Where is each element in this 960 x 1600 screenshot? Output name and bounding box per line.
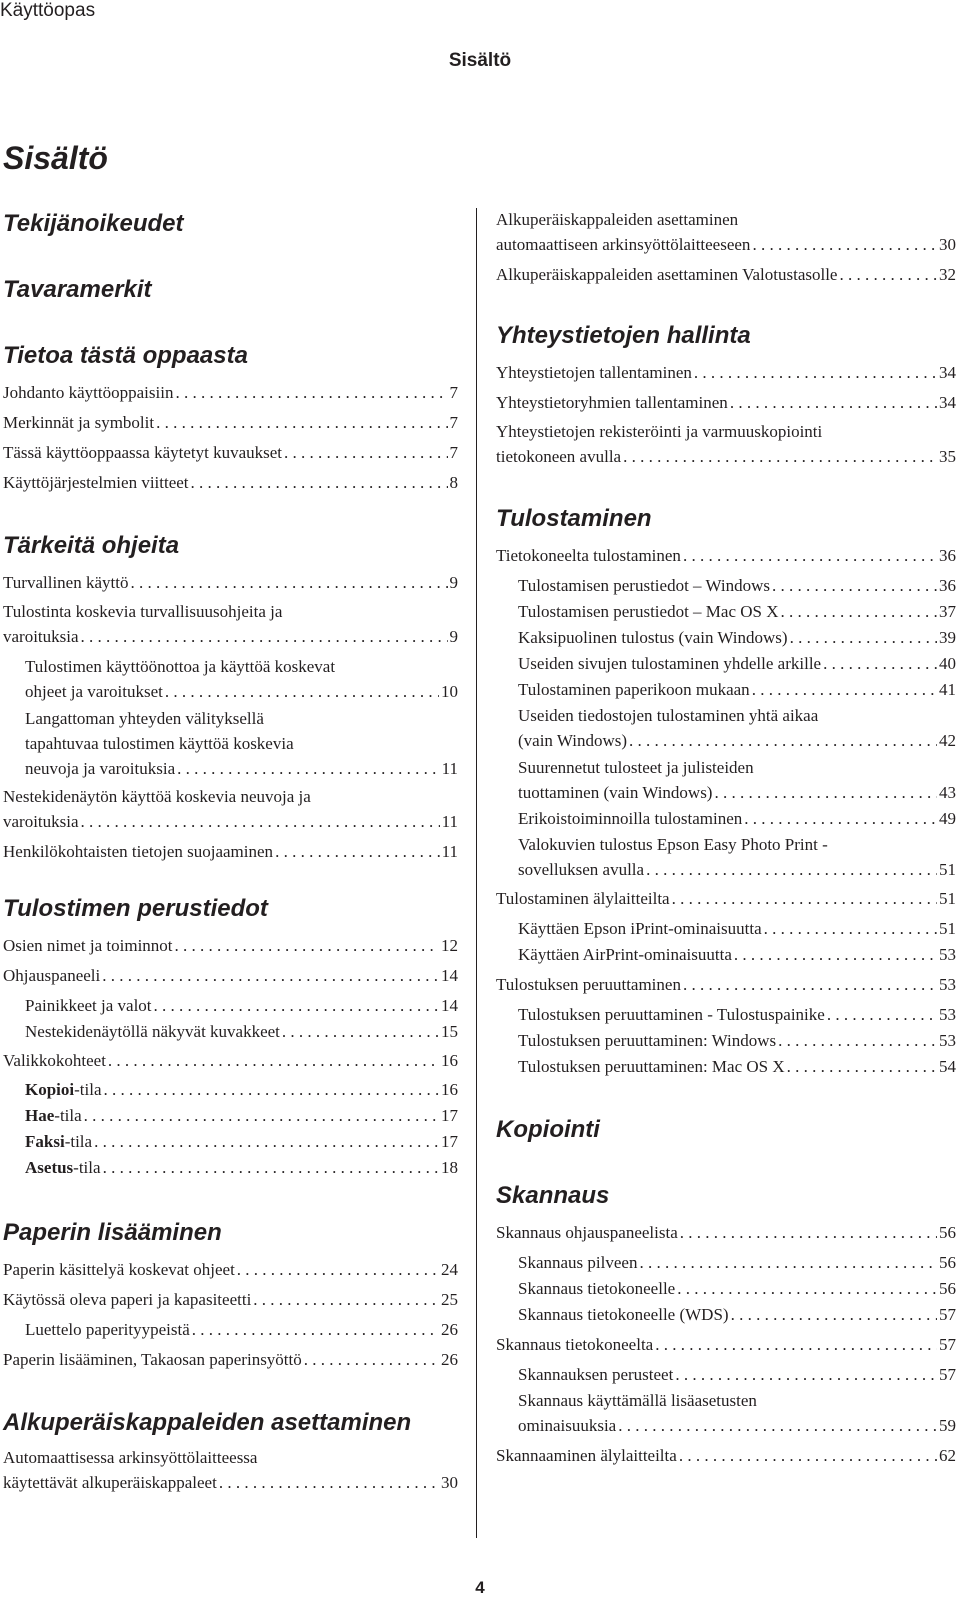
- toc-entry-page: 34: [939, 393, 956, 412]
- toc-entry[interactable]: [518, 780, 956, 806]
- toc-entry[interactable]: [496, 444, 956, 470]
- mode-name: Faksi: [25, 1132, 65, 1151]
- toc-heading-contacts[interactable]: Yhteystietojen hallinta: [496, 322, 751, 349]
- toc-entry-page: 26: [441, 1320, 458, 1339]
- mode-name: Hae: [25, 1106, 55, 1125]
- toc-entry-title: Skannaaminen älylaitteilta: [496, 1446, 677, 1465]
- toc-entry-page: 56: [939, 1253, 956, 1272]
- dot-leader: [102, 963, 439, 989]
- toc-entry-title: Tässä käyttöoppaassa käytetyt kuvaukset: [3, 443, 283, 462]
- toc-heading-printing[interactable]: Tulostaminen: [496, 505, 652, 532]
- dot-leader: [177, 756, 440, 782]
- toc-entry-title: Tulostuksen peruuttaminen - Tulostuspainike: [518, 1005, 825, 1024]
- toc-entry[interactable]: [25, 1317, 458, 1343]
- toc-entry-title: Useiden sivujen tulostaminen yhdelle arkille: [518, 654, 822, 673]
- toc-entry-title-line[interactable]: Nestekidenäytön käyttöä koskevia neuvoja ja: [3, 787, 311, 806]
- toc-entry-title: tietokoneen avulla: [496, 447, 622, 466]
- toc-entry-page: 17: [441, 1106, 458, 1125]
- toc-entry-page: 14: [441, 966, 458, 985]
- dot-leader: [752, 677, 937, 703]
- toc-entry-title: (vain Windows): [518, 731, 628, 750]
- toc-entry-title: [25, 1103, 82, 1129]
- toc-entry-title-line[interactable]: Tulostinta koskevia turvallisuusohjeita ja: [3, 602, 283, 621]
- toc-entry-title: varoituksia: [3, 812, 79, 831]
- dot-leader: [108, 1048, 439, 1074]
- toc-entry-title: tuottaminen (vain Windows): [518, 783, 713, 802]
- dot-leader: [253, 1287, 439, 1313]
- toc-entry-title: Tulostaminen älylaitteilta: [496, 889, 670, 908]
- toc-entry[interactable]: [518, 1002, 956, 1028]
- toc-entry[interactable]: [3, 570, 458, 596]
- toc-entry-page: 7: [449, 413, 458, 432]
- toc-entry[interactable]: [496, 360, 956, 386]
- toc-entry-page: 43: [939, 783, 956, 802]
- dot-leader: [165, 679, 439, 705]
- mode-suffix: -tila: [64, 1132, 93, 1151]
- toc-entry-page: 62: [939, 1446, 956, 1465]
- toc-entry[interactable]: [496, 972, 956, 998]
- toc-entry-page: 35: [939, 447, 956, 466]
- toc-entry-title-line[interactable]: tapahtuvaa tulostimen käyttöä koskevia: [25, 734, 294, 753]
- toc-entry[interactable]: [518, 1413, 956, 1439]
- toc-entry-page: 25: [441, 1290, 458, 1309]
- toc-entry-title: Paperin lisääminen, Takaosan paperinsyöttö: [3, 1350, 302, 1369]
- toc-entry[interactable]: [518, 1028, 956, 1054]
- dot-leader: [175, 933, 439, 959]
- toc-entry-title: Ohjauspaneeli: [3, 966, 101, 985]
- dot-leader: [219, 1470, 439, 1496]
- dot-leader: [790, 625, 937, 651]
- dot-leader: [81, 624, 448, 650]
- toc-entry-page: 39: [939, 628, 956, 647]
- toc-entry-title: ominaisuuksia: [518, 1416, 617, 1435]
- toc-entry-title: Tulostuksen peruuttaminen: Windows: [518, 1031, 777, 1050]
- dot-leader: [84, 1103, 439, 1129]
- toc-entry-page: 36: [939, 576, 956, 595]
- dot-leader: [629, 728, 937, 754]
- toc-entry[interactable]: [518, 1302, 956, 1328]
- dot-leader: [175, 380, 447, 406]
- toc-entry-title: Valikkokohteet: [3, 1051, 106, 1070]
- toc-entry-page: 59: [939, 1416, 956, 1435]
- toc-entry-title: Skannaus pilveen: [518, 1253, 638, 1272]
- toc-entry-title: varoituksia: [3, 627, 79, 646]
- dot-leader: [237, 1257, 439, 1283]
- toc-entry-page: 57: [939, 1365, 956, 1384]
- toc-entry-title: Skannaus tietokoneelle: [518, 1279, 676, 1298]
- toc-entry-title: Tulostamisen perustiedot – Windows: [518, 576, 770, 595]
- toc-entry[interactable]: [25, 1129, 458, 1155]
- toc-entry-page: 42: [939, 731, 956, 750]
- toc-entry[interactable]: [3, 933, 458, 959]
- toc-heading-copying[interactable]: Kopiointi: [496, 1116, 600, 1143]
- dot-leader: [282, 1019, 439, 1045]
- toc-entry[interactable]: [3, 470, 458, 496]
- toc-entry-title: Osien nimet ja toiminnot: [3, 936, 173, 955]
- dot-leader: [683, 543, 937, 569]
- toc-entry[interactable]: [518, 573, 956, 599]
- toc-entry-page: 16: [441, 1051, 458, 1070]
- toc-entry-page: 56: [939, 1223, 956, 1242]
- toc-entry-page: 9: [449, 573, 458, 592]
- toc-entry-title-line[interactable]: Alkuperäiskappaleiden asettaminen: [496, 210, 739, 229]
- dot-leader: [639, 1250, 937, 1276]
- dot-leader: [646, 857, 937, 883]
- toc-entry-page: 51: [939, 889, 956, 908]
- toc-entry[interactable]: [496, 390, 956, 416]
- toc-entry-title: Tietokoneelta tulostaminen: [496, 546, 681, 565]
- toc-entry-page: 32: [939, 265, 956, 284]
- toc-entry-page: 30: [939, 235, 956, 254]
- dot-leader: [778, 1028, 937, 1054]
- toc-entry-title: ohjeet ja varoitukset: [25, 682, 163, 701]
- toc-entry-page: 16: [441, 1080, 458, 1099]
- toc-entry[interactable]: [3, 410, 458, 436]
- running-header-manual-name: Käyttöopas: [0, 0, 96, 21]
- toc-entry-page: 7: [449, 383, 458, 402]
- toc-entry[interactable]: [496, 232, 956, 258]
- toc-entry[interactable]: [3, 1470, 458, 1496]
- mode-suffix: -tila: [74, 1080, 102, 1099]
- toc-entry-page: 7: [449, 443, 458, 462]
- dot-leader: [787, 1054, 937, 1080]
- toc-entry-page: 9: [449, 627, 458, 646]
- toc-entry[interactable]: [518, 651, 956, 677]
- toc-entry-title-line[interactable]: Langattoman yhteyden välityksellä: [25, 709, 264, 728]
- toc-entry[interactable]: [496, 1332, 956, 1358]
- dot-leader: [623, 444, 937, 470]
- toc-entry-title: Käyttöjärjestelmien viitteet: [3, 473, 189, 492]
- toc-entry-title-line[interactable]: Yhteystietojen rekisteröinti ja varmuuskopiointi: [496, 422, 823, 441]
- dot-leader: [781, 599, 937, 625]
- toc-entry-title: [25, 1077, 102, 1103]
- toc-entry-page: 54: [939, 1057, 956, 1076]
- toc-entry-page: 12: [441, 936, 458, 955]
- toc-entry-title-line[interactable]: Useiden tiedostojen tulostaminen yhtä aikaa: [518, 706, 819, 725]
- toc-entry-page: 18: [441, 1158, 458, 1177]
- toc-entry-page: 34: [939, 363, 956, 382]
- toc-entry-title: Erikoistoiminnoilla tulostaminen: [518, 809, 743, 828]
- toc-entry-page: 30: [441, 1473, 458, 1492]
- toc-entry-page: 40: [939, 654, 956, 673]
- toc-entry-page: 10: [441, 682, 458, 701]
- dot-leader: [156, 410, 447, 436]
- toc-entry-title: [25, 1155, 101, 1181]
- toc-entry-page: 8: [449, 473, 458, 492]
- toc-entry-title: Alkuperäiskappaleiden asettaminen Valotustasolle: [496, 265, 838, 284]
- toc-entry-title: Turvallinen käyttö: [3, 573, 129, 592]
- column-divider: [476, 208, 477, 1538]
- dot-leader: [675, 1362, 937, 1388]
- dot-leader: [734, 942, 937, 968]
- dot-leader: [839, 262, 937, 288]
- toc-entry[interactable]: [518, 942, 956, 968]
- toc-entry-title: Skannaus tietokoneelle (WDS): [518, 1305, 729, 1324]
- toc-entry-title: käytettävät alkuperäiskappaleet: [3, 1473, 217, 1492]
- toc-entry-title: sovelluksen avulla: [518, 860, 645, 879]
- toc-entry[interactable]: [25, 1077, 458, 1103]
- toc-entry-title-line[interactable]: Valokuvien tulostus Epson Easy Photo Print -: [518, 835, 828, 854]
- toc-entry-page: 11: [441, 759, 458, 778]
- toc-entry-page: 51: [939, 860, 956, 879]
- toc-heading-scanning[interactable]: Skannaus: [496, 1182, 610, 1209]
- toc-entry-title-line[interactable]: Automaattisessa arkinsyöttölaitteessa: [3, 1448, 258, 1467]
- toc-entry-title: Johdanto käyttöoppaisiin: [3, 383, 174, 402]
- dot-leader: [192, 1317, 439, 1343]
- dot-leader: [304, 1347, 439, 1373]
- running-header-section: Sisältö: [448, 50, 512, 71]
- toc-entry-title: Tulostaminen paperikoon mukaan: [518, 680, 750, 699]
- toc-entry[interactable]: [25, 1155, 458, 1181]
- toc-heading-printer-basics[interactable]: Tulostimen perustiedot: [3, 895, 268, 922]
- mode-suffix: -tila: [73, 1158, 101, 1177]
- toc-entry[interactable]: [518, 1250, 956, 1276]
- dot-leader: [103, 1155, 439, 1181]
- toc-heading-loading-paper[interactable]: Paperin lisääminen: [3, 1219, 222, 1246]
- dot-leader: [744, 806, 937, 832]
- toc-entry-title: Yhteystietojen tallentaminen: [496, 363, 692, 382]
- toc-entry-page: 24: [441, 1260, 458, 1279]
- dot-leader: [764, 916, 937, 942]
- toc-entry-page: 26: [441, 1350, 458, 1369]
- toc-entry-title: Skannaus ohjauspaneelista: [496, 1223, 678, 1242]
- dot-leader: [731, 1302, 937, 1328]
- toc-entry-page: 53: [939, 1031, 956, 1050]
- toc-entry[interactable]: [518, 916, 956, 942]
- toc-entry[interactable]: [518, 677, 956, 703]
- toc-entry-page: 56: [939, 1279, 956, 1298]
- toc-entry[interactable]: [518, 1054, 956, 1080]
- toc-entry-page: 53: [939, 1005, 956, 1024]
- toc-entry-title: Luettelo paperityypeistä: [25, 1320, 190, 1339]
- toc-entry[interactable]: [3, 963, 458, 989]
- toc-entry-title: Yhteystietoryhmien tallentaminen: [496, 393, 728, 412]
- toc-entry[interactable]: [496, 543, 956, 569]
- toc-entry-title: Käytössä oleva paperi ja kapasiteetti: [3, 1290, 252, 1309]
- dot-leader: [618, 1413, 937, 1439]
- dot-leader: [104, 1077, 439, 1103]
- dot-leader: [284, 440, 447, 466]
- page-title: Sisältö: [3, 140, 108, 176]
- dot-leader: [677, 1276, 937, 1302]
- toc-entry-title: Nestekidenäytöllä näkyvät kuvakkeet: [25, 1022, 280, 1041]
- dot-leader: [752, 232, 937, 258]
- toc-entry-page: 36: [939, 546, 956, 565]
- toc-entry[interactable]: [496, 262, 956, 288]
- toc-entry-page: 49: [939, 809, 956, 828]
- toc-entry-page: 57: [939, 1335, 956, 1354]
- toc-entry-title: Skannaus tietokoneelta: [496, 1335, 654, 1354]
- dot-leader: [772, 573, 937, 599]
- toc-entry[interactable]: [496, 1443, 956, 1469]
- toc-entry[interactable]: [3, 440, 458, 466]
- toc-entry-title: Skannauksen perusteet: [518, 1365, 674, 1384]
- mode-name: Asetus: [25, 1158, 74, 1177]
- toc-entry-page: 17: [441, 1132, 458, 1151]
- dot-leader: [191, 470, 448, 496]
- toc-entry[interactable]: [3, 1257, 458, 1283]
- dot-leader: [823, 651, 937, 677]
- toc-entry-title: Tulostuksen peruuttaminen: Mac OS X: [518, 1057, 785, 1076]
- dot-leader: [679, 1443, 937, 1469]
- mode-name: Kopioi: [25, 1080, 75, 1099]
- toc-entry-page: 53: [939, 975, 956, 994]
- toc-entry[interactable]: [518, 599, 956, 625]
- toc-entry-title-line[interactable]: Skannaus käyttämällä lisäasetusten: [518, 1391, 757, 1410]
- toc-entry-title-line[interactable]: Suurennetut tulosteet ja julisteiden: [518, 758, 754, 777]
- toc-entry-title: Henkilökohtaisten tietojen suojaaminen: [3, 842, 274, 861]
- toc-entry[interactable]: [496, 1220, 956, 1246]
- dot-leader: [680, 1220, 937, 1246]
- mode-suffix: -tila: [54, 1106, 82, 1125]
- toc-heading-important[interactable]: Tärkeitä ohjeita: [3, 532, 180, 559]
- toc-entry-title: Painikkeet ja valot: [25, 996, 152, 1015]
- toc-entry-title: Käyttäen Epson iPrint-ominaisuutta: [518, 919, 762, 938]
- toc-entry-title: Kaksipuolinen tulostus (vain Windows): [518, 628, 788, 647]
- toc-entry-page: 14: [441, 996, 458, 1015]
- dot-leader: [730, 390, 937, 416]
- toc-entry[interactable]: [25, 679, 458, 705]
- toc-entry-page: 11: [441, 812, 458, 831]
- toc-entry[interactable]: [25, 1103, 458, 1129]
- toc-entry-title: Merkinnät ja symbolit: [3, 413, 155, 432]
- toc-entry-page: 15: [441, 1022, 458, 1041]
- toc-heading-placing-originals[interactable]: Alkuperäiskappaleiden asettaminen: [3, 1409, 412, 1436]
- toc-entry[interactable]: [518, 1276, 956, 1302]
- toc-entry-page: 57: [939, 1305, 956, 1324]
- dot-leader: [714, 780, 937, 806]
- toc-entry[interactable]: [518, 1362, 956, 1388]
- toc-entry[interactable]: [25, 1019, 458, 1045]
- dot-leader: [81, 809, 440, 835]
- toc-entry-title: automaattiseen arkinsyöttölaitteeseen: [496, 235, 751, 254]
- toc-entry-title: neuvoja ja varoituksia: [25, 759, 176, 778]
- toc-entry[interactable]: [3, 624, 458, 650]
- toc-heading-about-manual[interactable]: Tietoa tästä oppaasta: [3, 342, 248, 369]
- toc-entry-title: Paperin käsittelyä koskevat ohjeet: [3, 1260, 235, 1279]
- toc-entry-page: 37: [939, 602, 956, 621]
- toc-entry[interactable]: [3, 809, 458, 835]
- dot-leader: [827, 1002, 937, 1028]
- toc-entry-page: 51: [939, 919, 956, 938]
- dot-leader: [130, 570, 447, 596]
- toc-entry-title: Käyttäen AirPrint-ominaisuutta: [518, 945, 732, 964]
- toc-entry[interactable]: [518, 806, 956, 832]
- toc-entry-title: [25, 1129, 92, 1155]
- toc-entry[interactable]: [3, 839, 458, 865]
- toc-heading-trademarks[interactable]: Tavaramerkit: [3, 276, 152, 303]
- toc-entry[interactable]: [496, 886, 956, 912]
- toc-entry-page: 53: [939, 945, 956, 964]
- toc-entry[interactable]: [3, 1048, 458, 1074]
- toc-entry-page: 41: [939, 680, 956, 699]
- toc-entry[interactable]: [3, 1287, 458, 1313]
- toc-entry[interactable]: [3, 1347, 458, 1373]
- dot-leader: [683, 972, 937, 998]
- toc-entry[interactable]: [518, 857, 956, 883]
- dot-leader: [154, 993, 439, 1019]
- toc-entry-title: Tulostamisen perustiedot – Mac OS X: [518, 602, 779, 621]
- toc-entry-title: Tulostuksen peruuttaminen: [496, 975, 681, 994]
- dot-leader: [275, 839, 440, 865]
- toc-entry[interactable]: [518, 728, 956, 754]
- page-number: 4: [475, 1578, 485, 1597]
- dot-leader: [694, 360, 937, 386]
- toc-entry-title-line[interactable]: Tulostimen käyttöönottoa ja käyttöä koskevat: [25, 657, 336, 676]
- dot-leader: [94, 1129, 439, 1155]
- toc-entry[interactable]: [25, 756, 458, 782]
- toc-entry[interactable]: [518, 625, 956, 651]
- toc-heading-copyright[interactable]: Tekijänoikeudet: [3, 210, 184, 237]
- toc-entry[interactable]: [25, 993, 458, 1019]
- toc-entry-page: 11: [441, 842, 458, 861]
- toc-entry[interactable]: [3, 380, 458, 406]
- dot-leader: [655, 1332, 937, 1358]
- dot-leader: [672, 886, 937, 912]
